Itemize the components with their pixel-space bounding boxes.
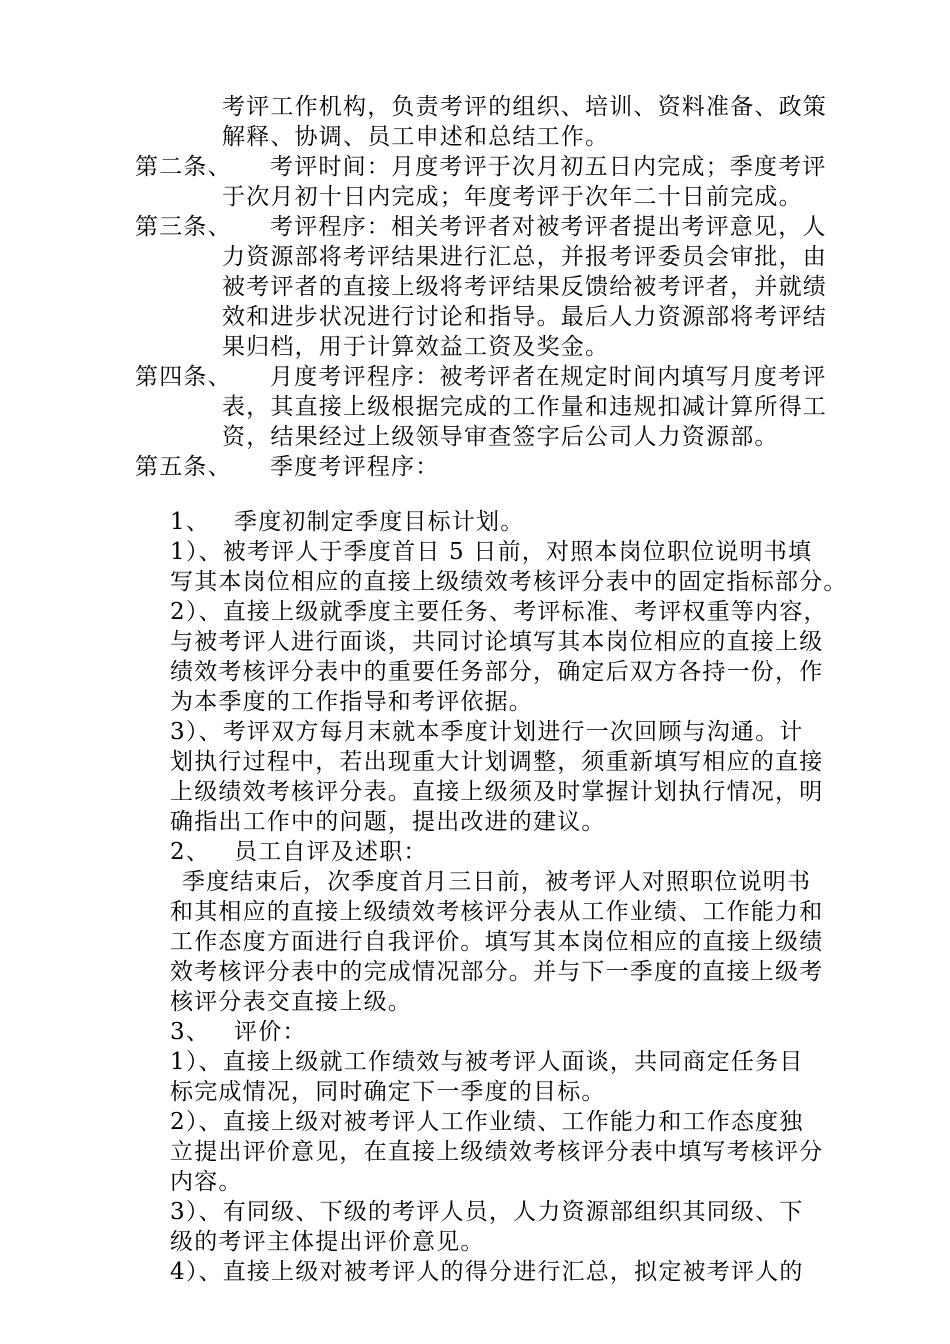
section-1-heading (170, 507, 524, 537)
intro-line: 考评工作机构，负责考评的组织、培训、资料准备、政策 (222, 94, 827, 120)
paragraph-line: 级的考评主体提出评价意见。 (170, 1229, 485, 1255)
section-2-title: 员工自评及述职： (234, 839, 428, 865)
paragraph-line: 2）、直接上级对被考评人工作业绩、工作能力和工作态度独 (170, 1109, 804, 1135)
paragraph-line: 为本季度的工作指导和考评依据。 (170, 689, 533, 715)
section-3-heading (170, 1017, 307, 1047)
article-3-text: 考评程序：相关考评者对被考评者提出考评意见，人 (270, 214, 827, 240)
paragraph-line: 2）、直接上级就季度主要任务、考评标准、考评权重等内容， (170, 599, 828, 625)
paragraph-line: 4）、直接上级对被考评人的得分进行汇总，拟定被考评人的 (170, 1259, 804, 1285)
paragraph-line: 标完成情况，同时确定下一季度的目标。 (170, 1079, 606, 1105)
article-5-label: 第五条、 (135, 454, 232, 480)
article-4-label: 第四条、 (135, 364, 232, 390)
article-2-text: 考评时间：月度考评于次月初五日内完成；季度考评 (270, 154, 827, 180)
section-3-number: 3、 (170, 1019, 211, 1045)
paragraph-line: 写其本岗位相应的直接上级绩效考核评分表中的固定指标部分。 (170, 569, 848, 595)
article-3-line: 被考评者的直接上级将考评结果反馈给被考评者，并就绩 (222, 274, 827, 300)
section-1-title: 季度初制定季度目标计划。 (234, 509, 525, 535)
paragraph-line: 上级绩效考核评分表。直接上级须及时掌握计划执行情况，明 (170, 779, 824, 805)
article-4-text: 月度考评程序：被考评者在规定时间内填写月度考评 (270, 364, 827, 390)
article-3-line (135, 212, 827, 242)
paragraph-line: 3）、考评双方每月末就本季度计划进行一次回顾与沟通。计 (170, 719, 804, 745)
article-2-line: 于次月初十日内完成；年度考评于次年二十日前完成。 (222, 184, 803, 210)
paragraph-line: 1）、被考评人于季度首日 5 日前，对照本岗位职位说明书填 (170, 539, 813, 565)
article-3-line: 力资源部将考评结果进行汇总，并报考评委员会审批，由 (222, 244, 827, 270)
paragraph-line: 1）、直接上级就工作绩效与被考评人面谈，共同商定任务目 (170, 1049, 804, 1075)
article-4-line: 表，其直接上级根据完成的工作量和违规扣减计算所得工 (222, 394, 827, 420)
paragraph-line: 核评分表交直接上级。 (170, 989, 412, 1015)
article-3-line: 效和进步状况进行讨论和指导。最后人力资源部将考评结 (222, 304, 827, 330)
article-3-label: 第三条、 (135, 214, 232, 240)
paragraph-line: 内容。 (170, 1169, 243, 1195)
article-5-text: 季度考评程序： (270, 454, 440, 480)
paragraph-line: 确指出工作中的问题，提出改进的建议。 (170, 809, 606, 835)
article-4-line (135, 362, 827, 392)
paragraph-line: 季度结束后，次季度首月三日前，被考评人对照职位说明书 (182, 869, 812, 895)
paragraph-line: 3）、有同级、下级的考评人员，人力资源部组织其同级、下 (170, 1199, 804, 1225)
paragraph-line: 和其相应的直接上级绩效考核评分表从工作业绩、工作能力和 (170, 899, 824, 925)
article-5-line (135, 452, 439, 482)
article-3-line: 果归档，用于计算效益工资及奖金。 (222, 334, 610, 360)
paragraph-line: 与被考评人进行面谈，共同讨论填写其本岗位相应的直接上级 (170, 629, 824, 655)
section-2-number: 2、 (170, 839, 211, 865)
section-3-title: 评价： (234, 1019, 307, 1045)
article-4-line: 资，结果经过上级领导审查签字后公司人力资源部。 (222, 424, 779, 450)
article-2-line (135, 152, 827, 182)
paragraph-line: 立提出评价意见，在直接上级绩效考核评分表中填写考核评分 (170, 1139, 824, 1165)
paragraph-line: 划执行过程中，若出现重大计划调整，须重新填写相应的直接 (170, 749, 824, 775)
intro-line: 解释、协调、员工申述和总结工作。 (222, 124, 610, 150)
article-2-label: 第二条、 (135, 154, 232, 180)
section-1-number: 1、 (170, 509, 211, 535)
section-2-heading (170, 837, 428, 867)
paragraph-line: 效考核评分表中的完成情况部分。并与下一季度的直接上级考 (170, 959, 824, 985)
paragraph-line: 工作态度方面进行自我评价。填写其本岗位相应的直接上级绩 (170, 929, 824, 955)
paragraph-line: 绩效考核评分表中的重要任务部分，确定后双方各持一份，作 (170, 659, 824, 685)
